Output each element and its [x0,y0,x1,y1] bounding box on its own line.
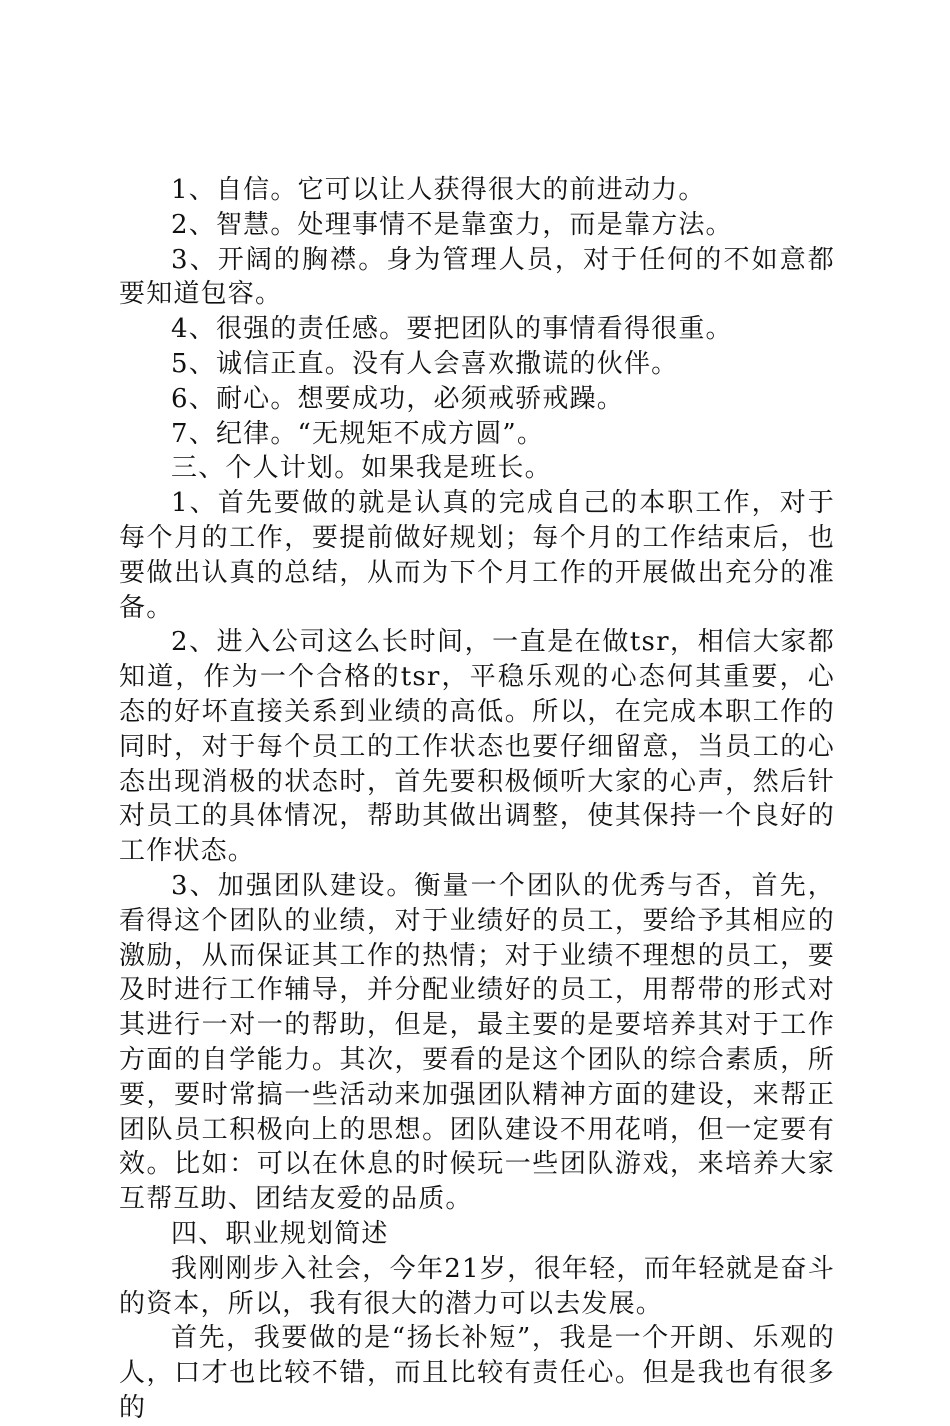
career-paragraph-1: 我刚刚步入社会，今年21岁，很年轻，而年轻就是奋斗的资本，所以，我有很大的潜力可以去发展。 [119,1253,835,1319]
list-item-discipline: 7、纪律。“无规矩不成方圆”。 [171,418,545,449]
list-item-wisdom: 2、智慧。处理事情不是靠蛮力，而是靠方法。 [171,209,733,240]
list-item-confidence: 1、自信。它可以让人获得很大的前进动力。 [171,175,706,205]
plan-item-1: 1、首先要做的就是认真的完成自己的本职工作，对于每个月的工作，要提前做好规划；每个月的工作结束后，也要做出认真的总结，从而为下个月工作的开展做出充分的准备。 [119,488,835,623]
list-item-integrity: 5、诚信正直。没有人会喜欢撒谎的伙伴。 [171,348,679,379]
list-item-responsibility: 4、很强的责任感。要把团队的事情看得很重。 [171,314,733,345]
list-item-broad-mind: 3、开阔的胸襟。身为管理人员，对于任何的不如意都要知道包容。 [119,244,835,310]
plan-item-2: 2、进入公司这么长时间，一直是在做tsr，相信大家都知道，作为一个合格的tsr，平稳乐观的心态何其重要，心态的好坏直接关系到业绩的高低。所以，在完成本职工作的同时，对于每个员工的工作状态也要仔细留意，当员工的心态出现消极的状态时，首先要积极倾听大家的心声，然后针对员工的具体情况，帮助其做出调整，使其保持一个良好的工作状态。 [119,627,835,867]
plan-item-3: 3、加强团队建设。衡量一个团队的优秀与否，首先，看得这个团队的业绩，对于业绩好的员工，要给予其相应的激励，从而保证其工作的热情；对于业绩不理想的员工，要及时进行工作辅导，并分配业绩好的员工，用帮带的形式对其进行一对一的帮助，但是，最主要的是要培养其对于工作方面的自学能力。其次，要看的是这个团队的综合素质，所要，要时常搞一些活动来加强团队精神方面的建设，来帮正团队员工积极向上的思想。团队建设不用花哨，但一定要有效。比如：可以在休息的时候玩一些团队游戏，来培养大家互帮互助、团结友爱的品质。 [119,870,835,1215]
section-heading-personal-plan: 三、个人计划。如果我是班长。 [171,453,552,484]
career-paragraph-2: 首先，我要做的是“扬长补短”，我是一个开朗、乐观的人，口才也比较不错，而且比较有责任心。但是我也有很多的 [119,1323,835,1423]
document-body [119,173,835,1426]
list-item-patience: 6、耐心。想要成功，必须戒骄戒躁。 [171,383,624,414]
section-heading-career-plan: 四、职业规划简述 [171,1218,389,1249]
